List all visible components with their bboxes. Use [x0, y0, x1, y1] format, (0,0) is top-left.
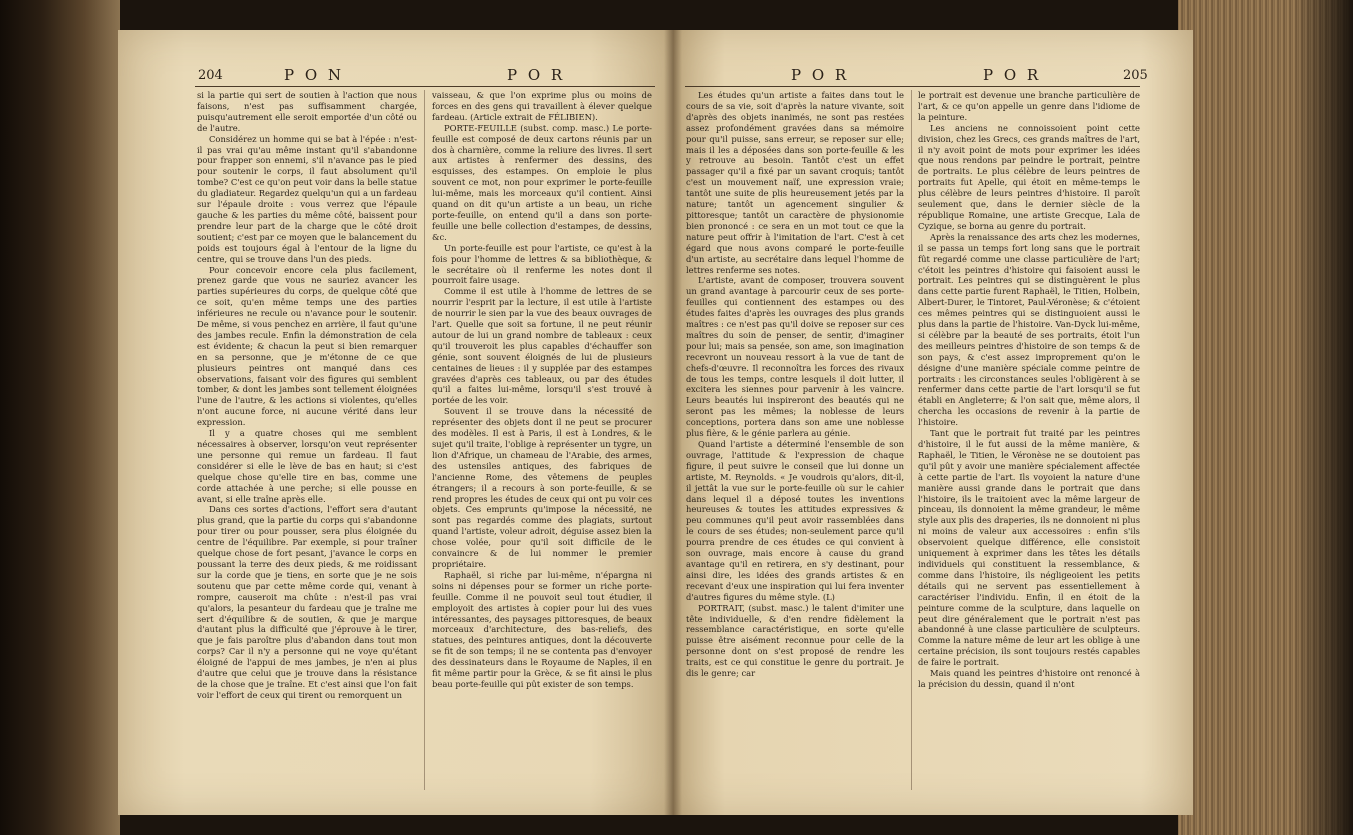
left-page-number: 204	[198, 68, 223, 83]
book-cover-left	[0, 0, 120, 835]
left-header-left: P O N	[284, 66, 345, 84]
left-header-right: P O R	[507, 66, 566, 84]
paragraph: Les études qu'un artiste a faites dans tout le cours de sa vie, soit d'après la nature vivante, soit d'après des objets inanimés, ne sont pas restées assez profondément gravées dans sa mémoire pour qu'il puisse, sans erreur, se reposer sur elle; mais il les a déposées dans son porte-feuille & les y retrouve au besoin. Tantôt c'est un effet passager qu'il a fixé par un savant croquis; tantôt c'est un mouvement naïf, une expression vraie; tantôt une suite de plis heureusement jetés par la nature; tantôt un agencement singulier & pittoresque; tantôt un caractère de physionomie bien prononcé : ce sera en un mot tout ce que la nature peut offrir à l'imitation de l'art. C'est à cet égard que nous avons comparé le porte-feuille d'un artiste, au secrétaire dans lequel l'homme de lettres renferme ses notes.	[686, 90, 904, 275]
right-header-left: P O R	[791, 66, 850, 84]
paragraph: Les anciens ne connoissoient point cette division, chez les Grecs, ces grands maîtres de l'art, il n'y avoit point de mots pour exprimer les idées que nous rendons par peindre le portrait, peintre de portraits. Le plus célèbre de leurs peintres de portraits fut Apelle, qui étoit en même-temps le plus célèbre de leurs peintres d'histoire. Il paroît seulement que, dans le dernier siècle de la république Romaine, une artiste Grecque, Lala de Cyzique, se borna au genre du portrait.	[918, 122, 1140, 231]
paragraph: Tant que le portrait fut traité par les peintres d'histoire, il le fut aussi de la même manière, & Raphaël, le Titien, le Véronèse ne se doutoient pas qu'il pût y avoir une manière spécialement affectée à cette partie de l'art. Ils voyoient la nature d'une manière aussi grande dans le portrait que dans l'histoire, ils le traitoient avec la même largeur de pinceau, ils donnoient la même grandeur, le même style aux plis des draperies, ils ne donnoient ni plus ni moins de valeur aux accessoires : enfin s'ils observoient quelque différence, elle consistoit uniquement à exprimer dans les têtes les détails individuels qui constituent la ressemblance, & comme dans l'histoire, ils négligeoient les petits détails qui ne servent pas essentiellement à caractériser l'individu. Enfin, il en étoit de la peinture comme de la sculpture, dans laquelle on peut dire généralement que le portrait n'est pas abandonné à une classe particulière de sculpteurs. Comme la nature même de leur art les oblige à une certaine précision, ils sont toujours restés capables de faire le portrait.	[918, 428, 1140, 668]
entry-portrait: PORTRAIT, (subst. masc.) le talent d'imiter une tête individuelle, & d'en rendre fidèlement la ressemblance caractéristique, en sorte qu'elle puisse être aisément reconnue pour celle de la personne dont on s'est proposé de rendre les traits, est ce qui constitue le genre du portrait. Je dis le genre; car	[686, 602, 904, 679]
paragraph: Dans ces sortes d'actions, l'effort sera d'autant plus grand, que la partie du corps qui s'abandonne pour tirer ou pour pousser, sera plus éloignée du centre de l'équilibre. Par exemple, si pour traîner quelque chose de fort pesant, j'avance le corps en poussant la terre des deux pieds, & me roidissant sur la corde que je tiens, en sorte que je ne sois soutenu que par cette même corde qui, venant à rompre, causeroit ma chûte : n'est-il pas vrai qu'alors, la pesanteur du fardeau que je traîne me sert d'équilibre & de soutien, & que je marque d'autant plus la difficulté que j'éprouve à le tirer, que je fais paroître plus d'abandon dans tout mon corps? Car il n'y a personne qui ne voye qu'étant éloigné de l'appui de mes jambes, je n'en ai plus d'autre que celui que je trouve dans la résistance de la chose que je traîne. Et c'est ainsi que l'on fait voir l'effort de ceux qui tirent ou remorquent un	[197, 504, 417, 700]
right-header-right: P O R	[983, 66, 1042, 84]
paragraph: Il y a quatre choses qui me semblent nécessaires à observer, lorsqu'on veut représenter une personne qui remue un fardeau. Il faut considérer si elle le lève de bas en haut; si c'est quelque chose qu'elle tire en bas, comme une corde attachée à une perche; si elle pousse en avant, si elle traîne après elle.	[197, 428, 417, 504]
paragraph: Après la renaissance des arts chez les modernes, il se passa un temps fort long sans que le portrait fût regardé comme une classe particulière de l'art; c'étoit les peintres d'histoire qui faisoient aussi le portrait. Les peintres qui se distinguèrent le plus dans cette partie furent Raphaël, le Titien, Holbein, Albert-Durer, le Tintoret, Paul-Véronèse; & c'étoient ces mêmes peintres qui se distinguoient aussi le plus dans la partie de l'histoire. Van-Dyck lui-même, si célèbre par la beauté de ses portraits, étoit l'un des meilleurs peintres d'histoire de son temps & de son pays, & c'est assez improprement qu'on le désigne d'une manière spéciale comme peintre de portraits : les circonstances seules l'obligèrent à se renfermer dans cette partie de l'art lorsqu'il se fut établi en Angleterre; & l'on sait que, même alors, il chercha les occasions de revenir à la partie de l'histoire.	[918, 231, 1140, 428]
paragraph: le portrait est devenue une branche particulière de l'art, & ce qu'on appelle un genre dans l'idiome de la peinture.	[918, 90, 1140, 122]
paragraph: Un porte-feuille est pour l'artiste, ce qu'est à la fois pour l'homme de lettres & sa bibliothèque, & le secrétaire où il renferme les notes dont il pourroit faire usage.	[432, 242, 652, 286]
page-edges-right	[1178, 0, 1353, 835]
right-page-number: 205	[1123, 68, 1148, 83]
paragraph: vaisseau, & que l'on exprime plus ou moins de forces en des gens qui travaillent à élever quelque fardeau. (Article extrait de FÉLIBIEN).	[432, 90, 652, 122]
right-column-divider	[911, 90, 912, 790]
paragraph: Comme il est utile à l'homme de lettres de se nourrir l'esprit par la lecture, il est utile à l'artiste de nourrir le sien par la vue des beaux ouvrages de l'art. Quelle que soit sa fortune, il ne peut réunir autour de lui un grand nombre de tableaux : ceux qu'il trouveroit les plus capables d'échauffer son génie, sont souvent éloignés de lui de plusieurs centaines de lieues : il y supplée par des estampes gravées d'après ces tableaux, ou par des études qu'il a faites lui-même, lorsqu'il s'est trouvé à portée de les voir.	[432, 286, 652, 406]
entry-porte-feuille: PORTE-FEUILLE (subst. comp. masc.) Le porte-feuille est composé de deux cartons réunis par un dos à charnière, comme la reliure des livres. Il sert aux artistes à renfermer des dessins, des esquisses, des estampes. On emploie le plus souvent ce mot, non pour exprimer le porte-feuille lui-même, mais les morceaux qu'il contient. Ainsi quand on dit qu'un artiste a un beau, un riche porte-feuille, on entend qu'il a dans son porte-feuille une belle collection d'estampes, de dessins, &c.	[432, 122, 652, 242]
paragraph: Pour concevoir encore cela plus facilement, prenez garde que vous ne sauriez avancer les parties supérieures du corps, de quelque côté que ce soit, qu'en même temps une des parties inférieures ne recule ou n'avance pour le soutenir. De même, si vous penchez en arrière, il faut qu'une des jambes recule. Enfin la démonstration de cela est évidente; & chacun la peut si bien remarquer en sa personne, que je m'étonne de ce que plusieurs peintres ont manqué dans ces observations, faisant voir des figures qui semblent tomber, & dont les jambes sont tellement éloignées l'une de l'autre, & les actions si violentes, qu'elles n'ont aucune force, ni aucune vérité dans leur expression.	[197, 264, 417, 428]
right-column-1	[686, 90, 904, 802]
paragraph: Souvent il se trouve dans la nécessité de représenter des objets dont il ne peut se procurer des modèles. Il est à Paris, il est à Londres, & le sujet qu'il traite, l'oblige à représenter un tygre, un lion d'Afrique, un chameau de l'Arabie, des armes, des ustensiles antiques, des fabriques de l'ancienne Rome, des vêtemens de peuples étrangers; il a recours à son porte-feuille, & se rend propres les études de ceux qui ont pu voir ces objets. Ces emprunts qu'impose la nécessité, ne sont pas regardés comme des plagiats, surtout quand l'artiste, voleur adroit, déguise assez bien la chose volée, pour qu'il soit difficile de le convaincre & de lui nommer le premier propriétaire.	[432, 406, 652, 569]
paragraph: Raphaël, si riche par lui-même, n'épargna ni soins ni dépenses pour se former un riche porte-feuille. Comme il ne pouvoit seul tout étudier, il employoit des artistes à copier pour lui des vues intéressantes, des paysages pittoresques, de beaux morceaux d'architecture, des bas-reliefs, des statues, des peintures antiques, dont la découverte se fit de son temps; il ne se contenta pas d'envoyer des dessinateurs dans le Royaume de Naples, il en fit même partir pour la Grèce, & se fit ainsi le plus beau porte-feuille qui pût exister de son temps.	[432, 569, 652, 689]
paragraph: Considérez un homme qui se bat à l'épée : n'est-il pas vrai qu'au même instant qu'il s'abandonne pour frapper son ennemi, s'il n'avance pas le pied pour soutenir le corps, il faut absolument qu'il tombe? C'est ce qu'on peut voir dans la belle statue du gladiateur. Regardez quelqu'un qui a un fardeau sur l'épaule droite : vous verrez que l'épaule gauche & les parties du même côté, baissent pour prendre leur part de la charge que le côté droit soutient; c'est par ce moyen que le balancement du poids est toujours égal à l'entour de la ligne du centre, qui se trouve dans l'un des pieds.	[197, 133, 417, 264]
left-column-1	[197, 90, 417, 802]
right-column-2	[918, 90, 1140, 802]
right-header-rule	[685, 86, 1140, 87]
book-gutter	[664, 30, 682, 815]
paragraph: si la partie qui sert de soutien à l'action que nous faisons, n'est pas suffisamment chargée, puisqu'autrement elle seroit emportée d'un côté ou de l'autre.	[197, 90, 417, 133]
left-column-divider	[424, 90, 425, 790]
left-column-2	[432, 90, 652, 802]
paragraph: Quand l'artiste a déterminé l'ensemble de son ouvrage, l'attitude & l'expression de chaque figure, il peut suivre le conseil que lui donne un artiste, M. Reynolds. « Je voudrois qu'alors, dit-il, il jettât la vue sur le porte-feuille où sur le cahier dans lequel il a déposé toutes les inventions heureuses & toutes les attitudes expressives & peu communes qu'il peut avoir rassemblées dans le cours de ses études; non-seulement parce qu'il pourra prendre de ces études ce qui convient à son ouvrage, mais encore à cause du grand avantage qu'il en retirera, en s'y destinant, pour ainsi dire, les idées des grands artistes & en recevant d'eux une inspiration qui lui fera inventer d'autres figures du même style. (L)	[686, 439, 904, 602]
left-header-rule	[195, 86, 655, 87]
paragraph: L'artiste, avant de composer, trouvera souvent un grand avantage à parcourir ceux de ses porte-feuilles qui contiennent des estampes ou des études faites d'après les ouvrages des plus grands maîtres : ce n'est pas qu'il doive se reposer sur ces maîtres du soin de penser, de sentir, d'imaginer pour lui; mais sa pensée, son ame, son imagination recevront un nouveau ressort à la vue de tant de chefs-d'œuvre. Il reconnoîtra les forces des rivaux de tous les temps, contre lesquels il doit lutter, il excitera les siennes pour parvenir à les vaincre. Leurs beautés lui inspireront des beautés qui ne seront pas les mêmes; la noblesse de leurs conceptions, portera dans son ame une noblesse plus fière, & le génie parlera au génie.	[686, 275, 904, 439]
paragraph: Mais quand les peintres d'histoire ont renoncé à la précision du dessin, quand il n'ont	[918, 668, 1140, 689]
